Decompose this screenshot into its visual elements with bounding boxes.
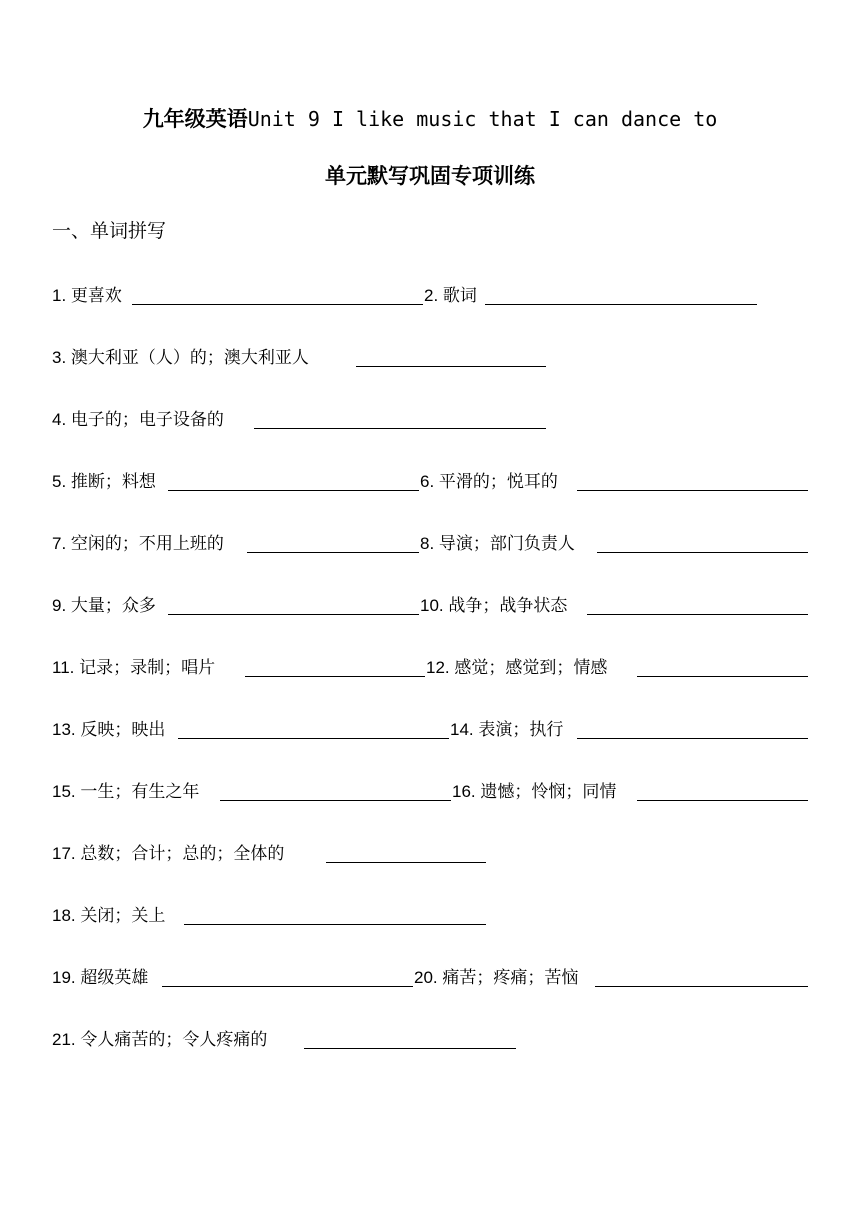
answer-blank-8[interactable] <box>597 534 808 553</box>
answer-blank-3[interactable] <box>356 348 546 367</box>
title-english: Unit 9 I like music that I can dance to <box>247 107 718 131</box>
answer-blank-12[interactable] <box>637 658 808 677</box>
question-11-label: 11. 记录；录制；唱片 <box>52 658 216 677</box>
question-20-label: 20. 痛苦；疼痛；苦恼 <box>414 968 579 987</box>
question-9-label: 9. 大量；众多 <box>52 596 156 615</box>
answer-blank-11[interactable] <box>245 658 425 677</box>
question-5-label: 5. 推断；料想 <box>52 472 156 491</box>
answer-blank-13[interactable] <box>178 720 449 739</box>
question-14-label: 14. 表演；执行 <box>450 720 564 739</box>
answer-blank-1[interactable] <box>132 286 423 305</box>
answer-blank-19[interactable] <box>162 968 413 987</box>
answer-blank-17[interactable] <box>326 844 486 863</box>
question-19-label: 19. 超级英雄 <box>52 968 149 987</box>
section-heading: 一、单词拼写 <box>52 220 167 242</box>
answer-blank-10[interactable] <box>587 596 808 615</box>
answer-blank-7[interactable] <box>247 534 419 553</box>
answer-blank-21[interactable] <box>304 1030 516 1049</box>
document-title-line2: 单元默写巩固专项训练 <box>325 164 535 188</box>
answer-blank-6[interactable] <box>577 472 808 491</box>
answer-blank-20[interactable] <box>595 968 808 987</box>
question-15-label: 15. 一生；有生之年 <box>52 782 200 801</box>
answer-blank-15[interactable] <box>220 782 451 801</box>
title-chinese: 九年级英语 <box>142 107 248 131</box>
answer-blank-18[interactable] <box>184 906 486 925</box>
question-6-label: 6. 平滑的；悦耳的 <box>420 472 558 491</box>
question-17-label: 17. 总数；合计；总的；全体的 <box>52 844 285 863</box>
answer-blank-9[interactable] <box>168 596 419 615</box>
question-18-label: 18. 关闭；关上 <box>52 906 166 925</box>
question-13-label: 13. 反映；映出 <box>52 720 166 739</box>
question-12-label: 12. 感觉；感觉到；情感 <box>426 658 608 677</box>
question-21-label: 21. 令人痛苦的；令人疼痛的 <box>52 1030 268 1049</box>
question-16-label: 16. 遗憾；怜悯；同情 <box>452 782 617 801</box>
answer-blank-2[interactable] <box>485 286 757 305</box>
question-3-label: 3. 澳大利亚（人）的；澳大利亚人 <box>52 348 309 367</box>
answer-blank-16[interactable] <box>637 782 808 801</box>
question-4-label: 4. 电子的；电子设备的 <box>52 410 224 429</box>
question-8-label: 8. 导演；部门负责人 <box>420 534 575 553</box>
question-1-label: 1. 更喜欢 <box>52 286 122 305</box>
question-10-label: 10. 战争；战争状态 <box>420 596 568 615</box>
answer-blank-5[interactable] <box>168 472 419 491</box>
answer-blank-14[interactable] <box>577 720 808 739</box>
question-2-label: 2. 歌词 <box>424 286 477 305</box>
question-7-label: 7. 空闲的；不用上班的 <box>52 534 224 553</box>
document-title-line1 <box>0 103 860 133</box>
answer-blank-4[interactable] <box>254 410 546 429</box>
